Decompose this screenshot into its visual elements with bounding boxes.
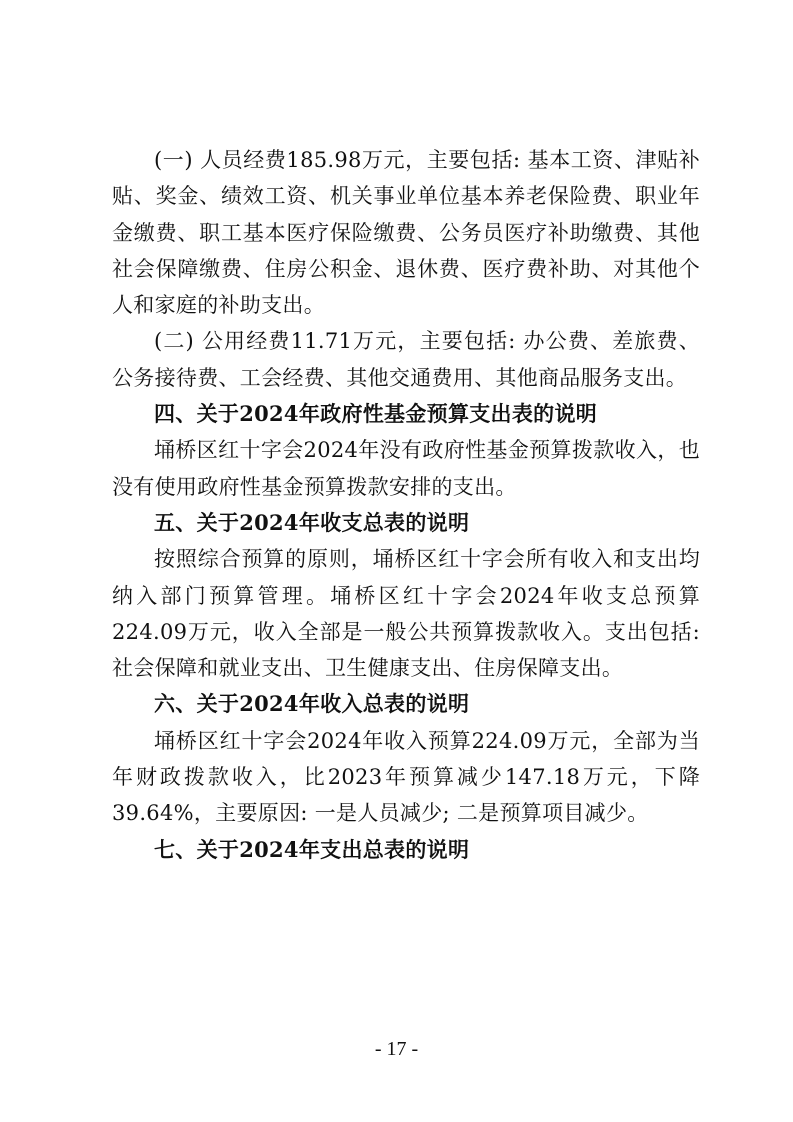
heading-section-7: 七、关于2024年支出总表的说明: [154, 836, 470, 862]
paragraph-government-fund: 埇桥区红十字会2024年没有政府性基金预算拨款收入，也没有使用政府性基金预算拨款安排的支出。: [112, 438, 700, 499]
page-number: - 17 -: [374, 1038, 419, 1060]
paragraph-revenue-summary: 埇桥区红十字会2024年收入预算224.09万元，全部为当年财政拨款收入，比2023年预算减少147.18万元，下降39.64%，主要原因: 一是人员减少; 二是预算项目减少。: [112, 728, 700, 826]
heading-section-6: 六、关于2024年收入总表的说明: [154, 691, 470, 717]
heading-section-5: 五、关于2024年收支总表的说明: [154, 509, 470, 535]
paragraph-public-expenses: (二) 公用经费11.71万元，主要包括: 办公费、差旅费、公务接待费、工会经费、其他交通费用、其他商品服务支出。: [112, 329, 700, 390]
paragraph-personnel-expenses: (一) 人员经费185.98万元，主要包括: 基本工资、津贴补贴、奖金、绩效工资、机关事业单位基本养老保险费、职业年金缴费、职工基本医疗保险缴费、公务员医疗补助缴费、其他社会保障缴费、住房公积金、退休费、医疗费补助、对其他个人和家庭的补助支出。: [112, 148, 700, 318]
paragraph-revenue-expenditure-summary: 按照综合预算的原则，埇桥区红十字会所有收入和支出均纳入部门预算管理。埇桥区红十字会2024年收支总预算224.09万元，收入全部是一般公共预算拨款收入。支出包括: 社会保障和就业支出、卫生健康支出、住房保障支出。: [112, 547, 700, 681]
heading-section-4: 四、关于2024年政府性基金预算支出表的说明: [154, 401, 598, 427]
document-body: [112, 142, 700, 868]
